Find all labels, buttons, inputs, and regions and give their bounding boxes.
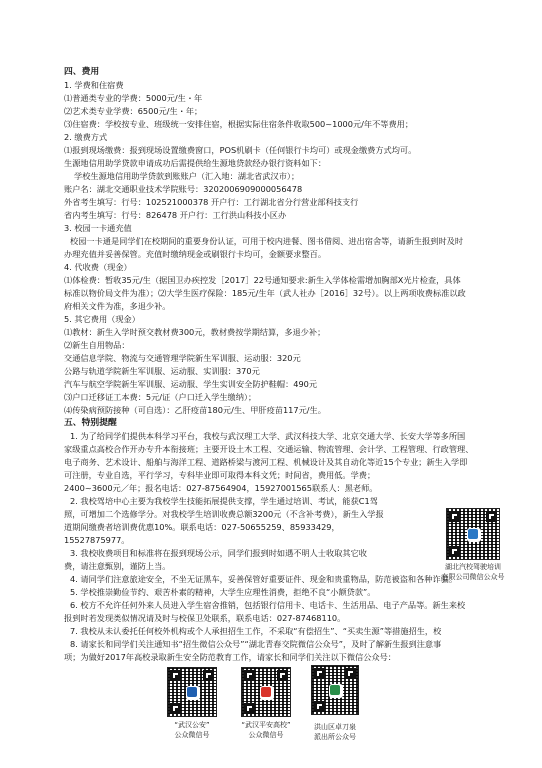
text-line: ⑶户口迁移证工本费：5元/证（户口迁入学生缴纳）； xyxy=(64,392,257,402)
text-line: 4. 请同学们注意旅途安全，不坐无证黑车，妥善保管好重要证件、现金和贵重物品，防范被盗和各种诈骗。 xyxy=(70,574,458,584)
text-line: 省内考生填写：行号：826478 开户行：工行洪山科技小区办 xyxy=(64,210,287,220)
drive-school-logo-icon xyxy=(467,528,481,542)
qr-wuhan-police-caption-1: “武汉公安” xyxy=(174,721,210,729)
text-line: ⑷传染病预防接种（可自选）：乙肝疫苗180元/生、甲肝疫苗117元/生。 xyxy=(64,405,326,415)
qr-wuhan-police-code xyxy=(167,667,217,717)
text-line: 项；为做好2017年高校录取新生安全防范教育工作，请家长和同学们关注以下微信公众号： xyxy=(64,652,396,662)
text-line: 15527875977。 xyxy=(64,535,130,545)
text-line: ⑶住宿费：学校按专业、班级统一安排住宿，根据实际住宿条件收取500~1000元/年不等费用； xyxy=(64,119,414,129)
qr-drive-school-caption-2: 有限公司微信公众号 xyxy=(441,573,505,581)
qr-wuhan-safe-campus-code xyxy=(241,667,291,717)
qr-wuhan-safe-campus-caption-2: 公众微信号 xyxy=(248,731,284,739)
text-line: ⑴报到现场缴费：报到现场设置缴费窗口，POS机刷卡（任何银行卡均可）或现金缴费方式均可。 xyxy=(64,145,417,155)
text-line: 2400~3600元／年；报名电话：027-87564904，15927001565联系人：黑老师。 xyxy=(64,483,378,493)
text-line: 5. 其它费用（现金） xyxy=(64,314,140,324)
text-line: 外省考生填写：行号：102521000378 开户行：工行湖北省分行营业部科技支行 xyxy=(64,197,359,207)
wuhan-safe-campus-logo-icon xyxy=(260,686,274,700)
text-line: 3. 我校收费项目和标准将在报到现场公示，同学们报到时如遇不明人士收取其它收 xyxy=(70,548,367,558)
text-line: 汽车与航空学院新生军训服、运动服、学生实训安全防护鞋帽：490元 xyxy=(64,379,318,389)
text-line: 3. 校园一卡通充值 xyxy=(64,223,132,233)
text-line: 2. 我校驾培中心主要为我校学生技能拓展提供支撑，学生通过培训、考试，能获C1驾 xyxy=(70,496,378,506)
qr-wuhan-safe-campus-caption-1: “武汉平安高校” xyxy=(241,721,291,729)
qr-hongshan-police-code xyxy=(311,665,359,715)
section-heading: 四、费用 xyxy=(64,67,100,77)
wuhan-police-logo-icon xyxy=(186,686,200,700)
text-line: 标准以物价局文件为准）；⑵大学生医疗保险：185元/生年（武人社办［2016］32号）。以上两项收费标准以政 xyxy=(64,288,466,298)
text-line: 2. 缴费方式 xyxy=(64,132,108,142)
text-line: 照，可增加二个选修学分。对我校学生培训收费总额3200元（不含补考费），新生入学报 xyxy=(64,509,384,519)
qr-drive-school-code xyxy=(446,508,500,560)
text-line: 7. 我校从未认委托任何校外机构或个人承担招生工作，不采取“有偿招生”、“买卖生源”等措施招生，校 xyxy=(70,626,442,636)
hongshan-police-logo-icon xyxy=(329,684,343,698)
text-line: ⑴体检费：暂收35元/生（据国卫办疾控发［2017］22号通知要求:新生入学体检需增加胸部X光片检查，具体 xyxy=(64,275,461,285)
text-line: ⑵新生自用物品： xyxy=(64,340,130,350)
qr-wuhan-police-caption-2: 公众微信号 xyxy=(174,731,210,739)
text-line: 电子商务、艺术设计、船舶与海洋工程、道路桥梁与渡河工程、机械设计及其自动化等近15个专业；新生入学即 xyxy=(64,457,468,467)
text-line: 5. 学校推崇勤俭节约、艰苦朴素的精神，大学生应理性消费，拒绝不良“小额贷款”。 xyxy=(70,587,376,597)
text-line: 学校生源地信用助学贷款到账账户（汇入地：湖北省武汉市）； xyxy=(74,171,300,181)
text-line: 办理充值并妥善保管。充值时缴纳现金或刷银行卡均可，金额要求整百。 xyxy=(64,249,327,259)
text-line: 1. 学费和住宿费 xyxy=(64,80,124,90)
text-line: 交通信息学院、物流与交通管理学院新生军训服、运动服：320元 xyxy=(64,353,301,363)
text-line: 家级重点高校合作开办专升本衔接班；主要开设土木工程、交通运输、物流管理、会计学、工程管理、行政管理、 xyxy=(64,444,474,454)
text-line: 生源地信用助学贷款申请成功后需提供给生源地贷款经办银行资料如下： xyxy=(64,158,327,168)
text-line: 1. 为了给同学们提供本科学习平台，我校与武汉理工大学、武汉科技大学、北京交通大学、长安大学等多所国 xyxy=(70,431,466,441)
text-line: 报到时若发现类似情况请及时与校保卫处联系，联系电话：027-87468110。 xyxy=(64,613,346,623)
qr-hongshan-police-caption-1: 洪山区卓刀泉 xyxy=(314,723,356,731)
text-line: 8. 请家长和同学们关注通知书“招生微信公众号”“湖北青春交院微信公众号”，及时了解新生报到注意事 xyxy=(70,639,442,649)
text-line: ⑴普通类专业的学费：5000元/生・年 xyxy=(64,93,203,103)
qr-drive-school-caption-1: 湖北汽校驾驶培训 xyxy=(445,563,501,571)
text-line: 公路与轨道学院新生军训服、运动服、实训服：370元 xyxy=(64,366,260,376)
text-line: 可注册，专业自选，平行学习，专科毕业即可取得本科文凭；时间省，费用低。学费； xyxy=(64,470,376,480)
section-heading: 五、特别提醒 xyxy=(64,418,117,428)
text-line: 校园一卡通是同学们在校期间的重要身份认证，可用于校内进餐、图书借阅、进出宿舍等，请新生报到时及时 xyxy=(70,236,464,246)
qr-hongshan-police-caption-2: 派出所公众号 xyxy=(314,733,356,741)
text-line: 府相关文件为准，多退少补。 xyxy=(64,301,171,311)
text-line: 费，请注意甄别，谨防上当。 xyxy=(64,561,171,571)
text-line: 4. 代收费（现金） xyxy=(64,262,132,272)
text-line: ⑴教材：新生入学时预交教材费300元，教材费按学期结算，多退少补； xyxy=(64,327,326,337)
text-line: ⑵艺术类专业学费：6500元/生・年； xyxy=(64,106,203,116)
text-line: 道期间缴费者培训费优惠10%。联系电话：027-50655259、85933429， xyxy=(64,522,340,532)
text-line: 6. 校方不允许任何外来人员进入学生宿舍推销，包括银行信用卡、电话卡、生活用品、电子产品等。新生来校 xyxy=(70,600,466,610)
text-line: 账户名：湖北交通职业技术学院账号：3202006909000056478 xyxy=(64,184,303,194)
